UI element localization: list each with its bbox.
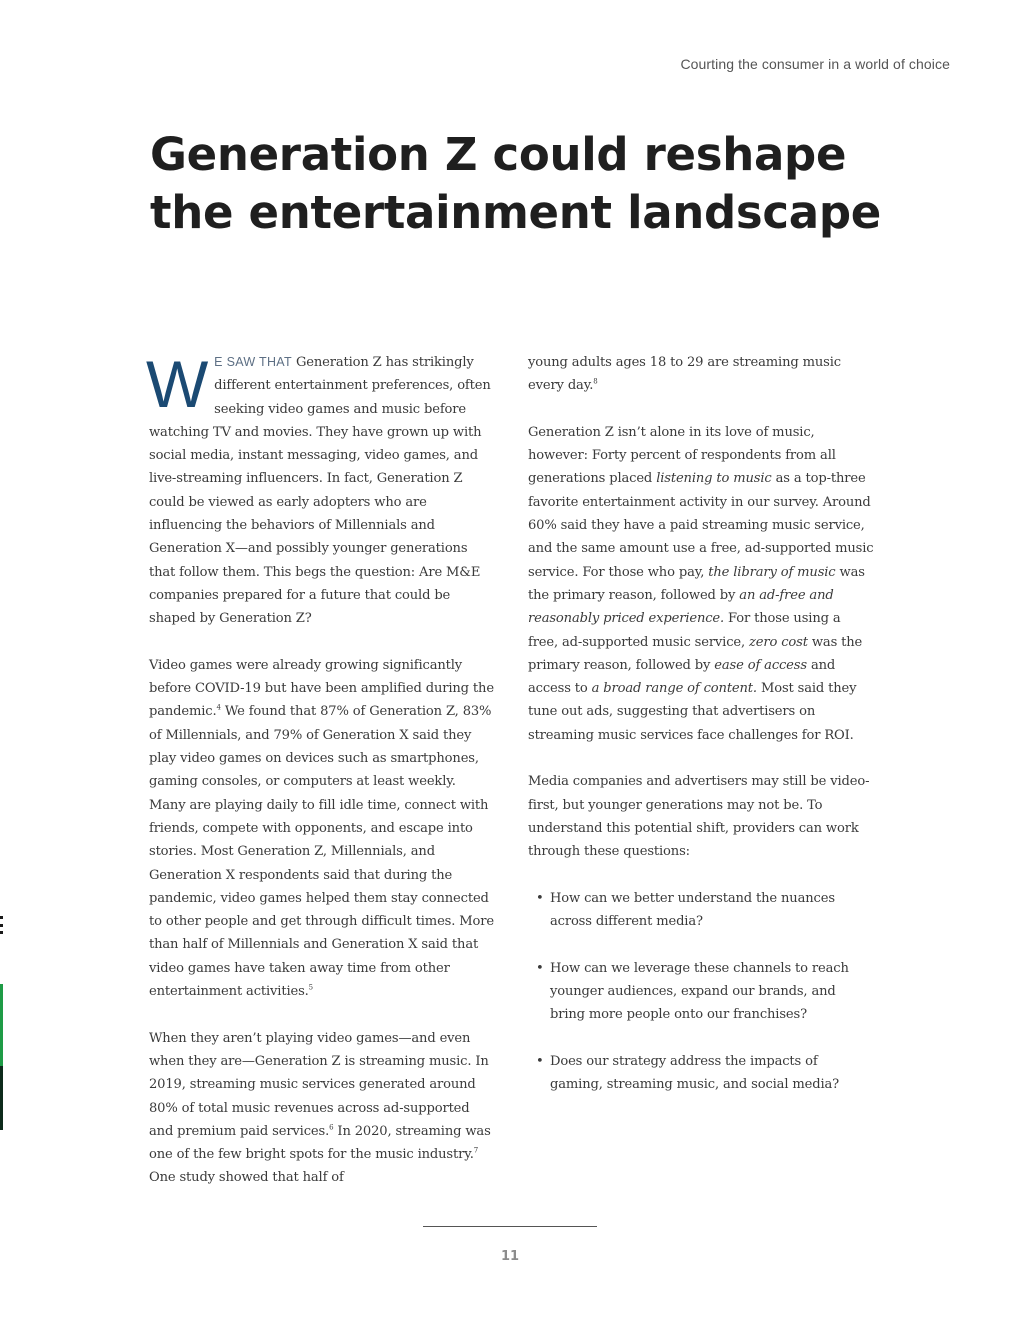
footnote-ref: 6 [329,1123,334,1132]
music-emphasis-3: an ad-free and reasonably priced experience. [528,587,834,627]
page-title [150,126,910,242]
edge-tick-mark [0,924,3,927]
music-text-7: Most said they tune out ads, suggesting that advertisers on streaming music services face challenges for ROI. [528,681,857,743]
music-text-3: was the primary reason, followed by [528,564,865,603]
streaming-music-paragraph [149,1027,495,1190]
intro-paragraph [146,347,495,631]
list-item: • How can we leverage these channels to reach younger audiences, expand our brands, and bring more people onto our franchises? [550,957,874,1027]
music-emphasis-1: listening to music [656,471,772,487]
intro-lead-in: E SAW THAT [214,355,292,369]
page-number: 11 [500,1249,520,1264]
streaming-text-b: In 2020, streaming was one of the few bright spots for the music industry. [149,1123,491,1163]
media-companies-paragraph: Media companies and advertisers may still be video-first, but younger generations may not be. To understand this potential shift, providers can work through these questions: [528,774,870,860]
music-text-2: as a top-three favorite entertainment activity in our survey. Around 60% said they have a paid streaming music service, and the same amount use a free, ad-supported music service. For those who pay, [528,471,874,580]
left-column [146,347,495,1213]
intro-text: Generation Z has strikingly different entertainment preferences, often seeking video games and music before watching TV and movies. They have grown up with social media, instant messaging, video games, and live-streaming influencers. In fact, Generation Z could be viewed as early adopters who are influencing the behaviors of Millennials and Generation X—and possibly younger generations that follow them. This begs the question: Are M&E companies prepared for a future that could be shaped by Generation Z? [149,355,491,627]
footnote-ref: 7 [473,1146,479,1155]
list-item: • Does our strategy address the impacts of gaming, streaming music, and social media? [550,1050,874,1097]
title-line-1: Generation Z could reshape [150,128,847,181]
footnote-ref: 8 [593,377,598,386]
footnote-ref: 5 [308,983,313,992]
streaming-text-a: When they aren’t playing video games—and even when they are—Generation Z is streaming music. In 2019, streaming music services generated around 80% of total music revenues across ad-supported and premium paid services. [149,1030,489,1139]
right-column [528,351,874,1120]
music-emphasis-5: ease of access [714,657,807,673]
video-games-text-b: We found that 87% of Generation Z, 83% of Millennials, and 79% of Generation X said they play video games on devices such as smartphones, gaming consoles, or computers at least weekly. Many are playing daily to fill idle time, connect with friends, compete with opponents, and escape into stories. Most Generation Z, Millennials, and Generation X respondents said that during the pandemic, video games helped them stay connected to other people and get through difficult times. More than half of Millennials and Generation X said that video games have taken away time from other entertainment activities. [149,704,494,1000]
streaming-text-c: One study showed that half of [149,1170,344,1186]
edge-tick-mark [0,916,3,919]
music-text-6: and access to [528,657,836,697]
footer-divider [423,1226,597,1227]
music-text-4: For those using a free, ad-supported music service, [528,611,841,650]
music-emphasis-4: zero cost [749,634,808,650]
video-games-paragraph [149,654,495,1003]
music-text-5: was the primary reason, followed by [528,634,863,673]
continued-paragraph [528,351,874,398]
questions-list [528,887,874,1097]
edge-tick-mark [0,931,3,934]
footnote-ref: 4 [216,704,221,713]
edge-dark-bar [0,1066,3,1130]
title-line-2: the entertainment landscape [150,186,881,239]
drop-cap: W [146,347,209,421]
music-emphasis-2: the library of music [708,564,836,580]
running-head: Courting the consumer in a world of choice [680,56,950,72]
video-games-text-a: Video games were already growing significantly before COVID-19 but have been amplified during the pandemic. [149,657,494,720]
continued-text: young adults ages 18 to 29 are streaming music every day. [528,355,841,394]
edge-color-bar [0,984,3,1066]
music-text-1: Generation Z isn’t alone in its love of music, however: Forty percent of respondents from all generations placed [528,424,836,487]
list-item: • How can we better understand the nuances across different media? [550,887,874,934]
music-emphasis-6: a broad range of content. [591,681,757,697]
music-love-paragraph [528,421,874,747]
